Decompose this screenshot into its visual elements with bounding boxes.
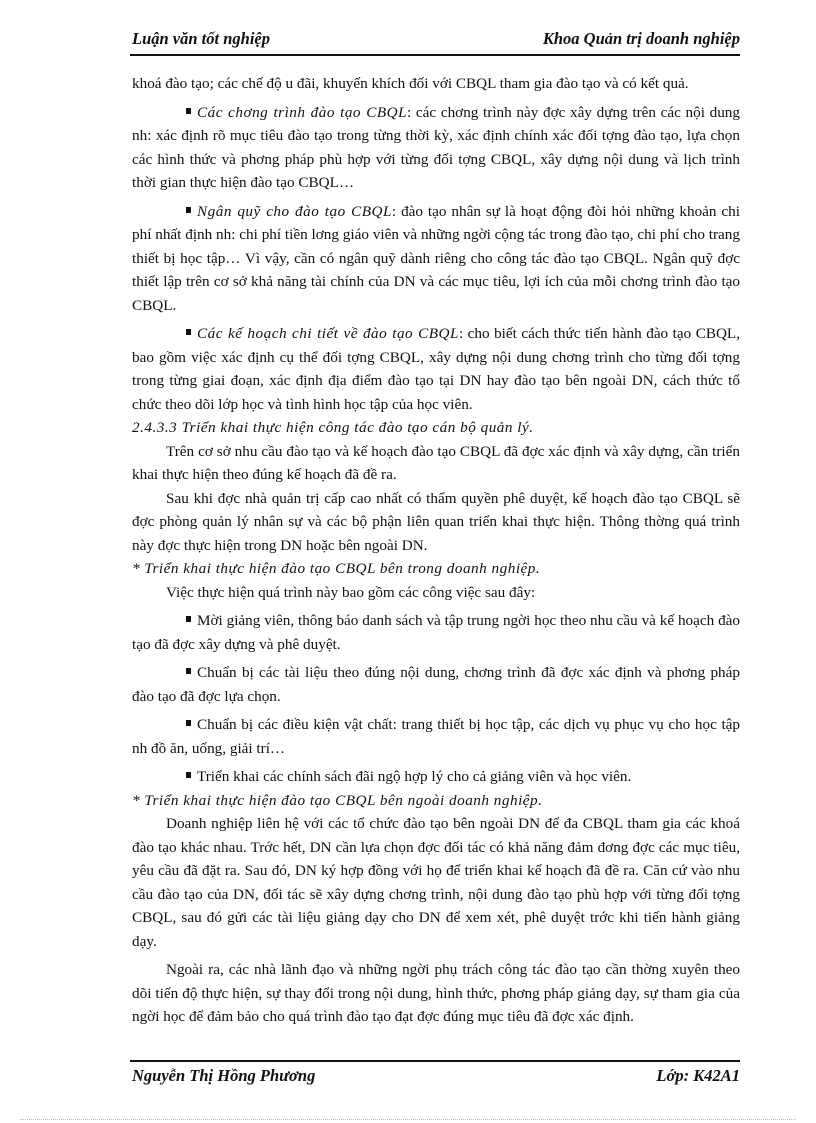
header-rule — [130, 54, 740, 56]
section-heading: 2.4.3.3 Triển khai thực hiện công tác đào tạo cán bộ quản lý. — [132, 419, 534, 436]
square-bullet-icon — [186, 772, 191, 778]
footer-rule — [130, 1060, 740, 1062]
bullet-paragraph — [132, 200, 740, 318]
bullet-text: Triển khai các chính sách đãi ngộ hợp lý cho cả giảng viên và học viên. — [197, 768, 632, 785]
bullet-label: Ngân quỹ cho đào tạo CBQL — [197, 202, 392, 220]
bullet-item — [132, 713, 740, 760]
footer-author: Nguyễn Thị Hồng Phương — [132, 1066, 316, 1085]
square-bullet-icon — [186, 668, 191, 674]
bullet-label: Các kế hoạch chi tiết về đào tạo CBQL — [197, 325, 459, 342]
square-bullet-icon — [186, 720, 191, 726]
paragraph: Doanh nghiệp liên hệ với các tổ chức đào tạo bên ngoài DN để đa CBQL tham gia các khoá đào tạo khác nhau. Trớc hết, DN cần lựa chọn đợc đối tác có khả năng đảm đơng đợc các mục tiêu, yêu cầu đã đặt ra. Sau đó, DN ký hợp đồng với họ để triển khai kế hoạch đã đề ra. Căn cứ vào nhu cầu đào tạo của DN, đối tác sẽ xây dựng chơng trình, nội dung đào tạo phù hợp với từng đối tợng CBQL, sau đó gửi các tài liệu giảng dạy cho DN để xem xét, phê duyệt trớc khi tiến hành giảng dạy. — [132, 815, 740, 950]
page-header — [132, 26, 740, 52]
bullet-text: Chuẩn bị các điều kiện vật chất: trang thiết bị học tập, các dịch vụ phục vụ cho học tập nh đồ ăn, uống, giải trí… — [132, 716, 740, 757]
bullet-item — [132, 765, 740, 789]
paragraph: khoá đào tạo; các chế độ u đãi, khuyến khích đối với CBQL tham gia đào tạo và có kết quả. — [132, 75, 689, 92]
paragraph: Sau khi đợc nhà quản trị cấp cao nhất có thẩm quyền phê duyệt, kế hoạch đào tạo CBQL sẽ đợc phòng quản lý nhân sự và các bộ phận liên quan triển khai thực hiện. Thông thờng quá trình này đợc thực hiện trong DN hoặc bên ngoài DN. — [132, 489, 740, 554]
paragraph: Việc thực hiện quá trình này bao gồm các công việc sau đây: — [166, 583, 536, 601]
bullet-item — [132, 661, 740, 708]
subsection-heading: * Triển khai thực hiện đào tạo CBQL bên trong doanh nghiệp. — [132, 560, 541, 577]
header-faculty: Khoa Quản trị doanh nghiệp — [542, 29, 740, 48]
bullet-label: Các chơng trình đào tạo CBQL — [197, 103, 408, 121]
subsection-heading: * Triển khai thực hiện đào tạo CBQL bên ngoài doanh nghiệp. — [132, 791, 543, 809]
square-bullet-icon — [186, 108, 191, 114]
bullet-item — [132, 609, 740, 656]
page-bottom-divider — [20, 1119, 796, 1120]
bullet-text: : đào tạo nhân sự là hoạt động đòi hỏi những khoản chi phí nhất định nh: chi phí tiền lơng giáo viên và những ngời cộng tác trong đào tạo, chi phí cho trang thiết bị học tập… Vì vậy, cần có ngân quỹ dành riêng cho công tác đào tạo CBQL. Ngân quỹ đợc thiết lập trên cơ sở khả năng tài chính của DN và các mục tiêu, lợi ích của mỗi chơng trình đào tạo CBQL. — [132, 202, 740, 314]
footer-class: Lớp: K42A1 — [656, 1066, 740, 1085]
square-bullet-icon — [186, 329, 191, 335]
bullet-paragraph — [132, 322, 740, 416]
bullet-text: Mời giảng viên, thông báo danh sách và tập trung ngời học theo nhu cầu và kế hoạch đào tạo đã đợc xây dựng và phê duyệt. — [132, 612, 740, 653]
bullet-text: : cho biết cách thức tiến hành đào tạo CBQL, bao gồm việc xác định cụ thể đối tợng CBQL, xây dựng nội dung chơng trình cho từng đối tợng trong từng giai đoạn, xác định địa điểm đào tạo tại DN hay đào tạo bên ngoài DN, cách thức tổ chức theo dõi lớp học và tình hình học tập của học viên. — [132, 325, 740, 413]
bullet-text: Chuẩn bị các tài liệu theo đúng nội dung, chơng trình đã đợc xác định và phơng pháp đào tạo đã đợc lựa chọn. — [132, 664, 740, 705]
bullet-text: : các chơng trình này đợc xây dựng trên các nội dung nh: xác định rõ mục tiêu đào tạo trong từng thời kỳ, xác định chính xác đối tợng đào tạo, lựa chọn các hình thức và phơng pháp phù hợp với từng đối tợng CBQL, xây dựng nội dung và lịch trình thời gian thực hiện đào tạo CBQL… — [132, 103, 740, 191]
bullet-paragraph — [132, 101, 740, 195]
paragraph: Trên cơ sở nhu cầu đào tạo và kế hoạch đào tạo CBQL đã đợc xác định và xây dựng, cần triển khai thực hiện theo đúng kế hoạch đã đề ra. — [132, 442, 740, 483]
header-thesis-title: Luận văn tốt nghiệp — [132, 29, 270, 48]
document-body — [132, 72, 740, 1029]
square-bullet-icon — [186, 207, 191, 213]
paragraph: Ngoài ra, các nhà lãnh đạo và những ngời phụ trách công tác đào tạo cần thờng xuyên theo dõi tiến độ thực hiện, sự thay đổi trong nội dung, hình thức, phơng pháp giảng dạy, sự tham gia của ngời học để đảm bảo cho quá trình đào tạo đạt đợc đúng mục tiêu đã đợc xác định. — [132, 961, 740, 1025]
square-bullet-icon — [186, 616, 191, 622]
